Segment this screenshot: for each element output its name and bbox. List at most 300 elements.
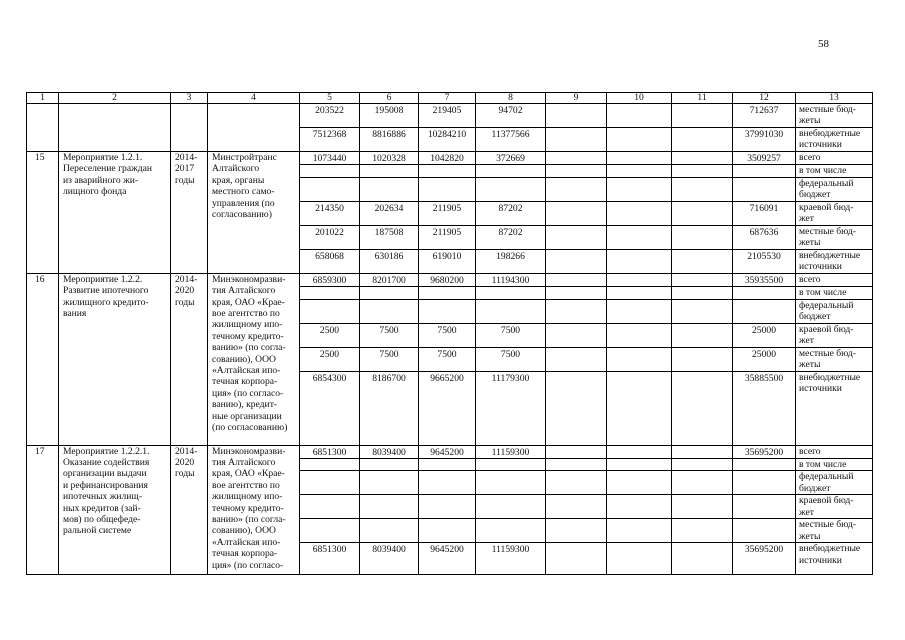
funding-source-line: в том числе xyxy=(799,165,847,177)
executor-line: вое агентство по xyxy=(212,308,280,320)
value-2019-cell xyxy=(607,128,672,152)
value-2017-cell: 11159300 xyxy=(476,445,546,458)
value-2017-cell: 11377566 xyxy=(476,128,546,152)
value-2016-cell: 9680200 xyxy=(419,273,476,286)
value-2020-cell xyxy=(672,371,733,445)
funding-source-line: всего xyxy=(799,445,821,457)
value-2020-cell xyxy=(672,225,733,249)
total-cell: 687636 xyxy=(733,225,796,249)
period-line: 2020 xyxy=(175,457,195,469)
value-2015-cell: 187508 xyxy=(360,225,419,249)
value-2016-cell xyxy=(419,459,476,471)
executor-line: согласованию) xyxy=(212,209,272,221)
funding-source-line: краевой бюд- xyxy=(799,201,854,213)
value-2018-cell xyxy=(546,152,607,165)
value-2019-cell xyxy=(607,299,672,323)
executor-line: течному кредито- xyxy=(212,330,284,342)
total-cell: 712637 xyxy=(733,104,796,128)
funding-source-cell xyxy=(796,152,873,165)
value-2014-cell: 201022 xyxy=(300,225,360,249)
funding-source-cell xyxy=(796,128,873,152)
executor-cell xyxy=(208,445,300,575)
executor-line: жилищному ипо- xyxy=(212,491,283,503)
funding-source-line: бюджет xyxy=(799,482,831,494)
measure-name-cell xyxy=(59,104,171,152)
value-2018-cell xyxy=(546,165,607,177)
value-2019-cell xyxy=(607,201,672,225)
value-2017-cell: 198266 xyxy=(476,249,546,273)
executor-line: «Алтайская ипо- xyxy=(212,536,281,548)
funding-source-line: жет xyxy=(799,335,814,347)
total-cell: 2105530 xyxy=(733,249,796,273)
value-2019-cell xyxy=(607,445,672,458)
value-2017-cell xyxy=(476,519,546,543)
total-cell: 37991030 xyxy=(733,128,796,152)
value-2017-cell: 11194300 xyxy=(476,273,546,286)
column-number-cell: 7 xyxy=(419,93,476,104)
value-2018-cell xyxy=(546,249,607,273)
value-2015-cell: 8201700 xyxy=(360,273,419,286)
value-2014-cell: 6851300 xyxy=(300,543,360,575)
funding-source-line: внебюджетные xyxy=(799,249,861,261)
funding-source-line: внебюджетные xyxy=(799,128,861,139)
value-2015-cell: 7500 xyxy=(360,347,419,371)
page-number: 58 xyxy=(818,38,829,50)
column-number-cell: 11 xyxy=(672,93,733,104)
funding-source-line: краевой бюд- xyxy=(799,495,854,507)
value-2020-cell xyxy=(672,471,733,495)
value-2020-cell xyxy=(672,347,733,371)
value-2018-cell xyxy=(546,177,607,201)
period-line: 2014- xyxy=(175,152,198,163)
executor-line: края, органы xyxy=(212,174,265,186)
funding-source-line: в том числе xyxy=(799,287,847,299)
column-number-cell: 13 xyxy=(796,93,873,104)
funding-source-line: источники xyxy=(799,261,842,273)
total-cell: 35935500 xyxy=(733,273,796,286)
value-2018-cell xyxy=(546,225,607,249)
executor-line: течная корпора- xyxy=(212,548,278,560)
executor-cell xyxy=(208,273,300,445)
value-2015-cell: 8039400 xyxy=(360,543,419,575)
row-number-cell: 15 xyxy=(27,152,59,274)
period-line: 2017 xyxy=(175,163,195,175)
row-number-cell: 17 xyxy=(27,445,59,575)
measure-name-cell xyxy=(59,152,171,274)
value-2016-cell: 7500 xyxy=(419,323,476,347)
funding-source-line: бюджет xyxy=(799,189,831,201)
column-number-cell: 2 xyxy=(59,93,171,104)
funding-source-line: федеральный xyxy=(799,177,854,189)
value-2014-cell: 658068 xyxy=(300,249,360,273)
value-2016-cell: 1042820 xyxy=(419,152,476,165)
value-2016-cell: 211905 xyxy=(419,225,476,249)
period-line: годы xyxy=(175,174,195,186)
value-2019-cell xyxy=(607,543,672,575)
value-2018-cell xyxy=(546,471,607,495)
measure-name-line: организации выдачи xyxy=(63,468,147,480)
executor-line: ванию), кредит- xyxy=(212,399,278,411)
measure-name-line: вания xyxy=(63,308,87,320)
funding-source-line: в том числе xyxy=(799,459,847,471)
funding-source-cell xyxy=(796,165,873,177)
value-2016-cell: 211905 xyxy=(419,201,476,225)
value-2014-cell: 203522 xyxy=(300,104,360,128)
value-2016-cell xyxy=(419,177,476,201)
funding-source-cell xyxy=(796,459,873,471)
value-2016-cell: 7500 xyxy=(419,347,476,371)
value-2014-cell xyxy=(300,287,360,299)
executor-cell xyxy=(208,104,300,152)
value-2017-cell: 94702 xyxy=(476,104,546,128)
value-2015-cell xyxy=(360,519,419,543)
value-2016-cell: 619010 xyxy=(419,249,476,273)
value-2019-cell xyxy=(607,104,672,128)
column-number-cell: 1 xyxy=(27,93,59,104)
executor-line: ванию» (по согла- xyxy=(212,514,286,526)
funding-source-cell xyxy=(796,299,873,323)
value-2017-cell: 87202 xyxy=(476,201,546,225)
value-2017-cell xyxy=(476,165,546,177)
column-number-row xyxy=(27,93,873,104)
period-cell xyxy=(171,273,208,445)
value-2016-cell: 219405 xyxy=(419,104,476,128)
value-2015-cell xyxy=(360,177,419,201)
value-2015-cell xyxy=(360,165,419,177)
value-2014-cell: 6854300 xyxy=(300,371,360,445)
value-2020-cell xyxy=(672,299,733,323)
period-cell xyxy=(171,445,208,575)
value-2018-cell xyxy=(546,287,607,299)
funding-source-line: жеты xyxy=(799,115,821,127)
value-2019-cell xyxy=(607,371,672,445)
measure-name-line: Мероприятие 1.2.2. xyxy=(63,273,143,285)
funding-source-line: федеральный xyxy=(799,471,854,483)
value-2019-cell xyxy=(607,471,672,495)
value-2014-cell xyxy=(300,165,360,177)
column-number-cell: 6 xyxy=(360,93,419,104)
value-2019-cell xyxy=(607,347,672,371)
total-cell: 25000 xyxy=(733,347,796,371)
executor-line: ция» (по согласо- xyxy=(212,387,284,399)
value-2020-cell xyxy=(672,287,733,299)
total-cell xyxy=(733,519,796,543)
value-2019-cell xyxy=(607,459,672,471)
funding-source-cell xyxy=(796,104,873,128)
funding-source-cell xyxy=(796,347,873,371)
measure-name-line: Мероприятие 1.2.1. xyxy=(63,152,143,163)
executor-line: тия Алтайского xyxy=(212,285,276,297)
value-2018-cell xyxy=(546,128,607,152)
value-2014-cell: 1073440 xyxy=(300,152,360,165)
period-line: годы xyxy=(175,296,195,308)
period-line: 2020 xyxy=(175,285,195,297)
funding-source-line: жеты xyxy=(799,530,821,542)
value-2018-cell xyxy=(546,495,607,519)
value-2018-cell xyxy=(546,299,607,323)
value-2016-cell xyxy=(419,299,476,323)
value-2018-cell xyxy=(546,104,607,128)
executor-line: ные организации xyxy=(212,410,282,422)
value-2020-cell xyxy=(672,128,733,152)
column-number-cell: 3 xyxy=(171,93,208,104)
executor-line: ванию» (по согла- xyxy=(212,342,286,354)
value-2019-cell xyxy=(607,323,672,347)
value-2017-cell xyxy=(476,459,546,471)
value-2019-cell xyxy=(607,177,672,201)
value-2018-cell xyxy=(546,445,607,458)
measure-name-cell xyxy=(59,273,171,445)
funding-source-line: жет xyxy=(799,213,814,225)
total-cell: 35885500 xyxy=(733,371,796,445)
value-2019-cell xyxy=(607,165,672,177)
total-cell xyxy=(733,471,796,495)
measure-name-line: ральной системе xyxy=(63,525,132,537)
value-2018-cell xyxy=(546,273,607,286)
funding-source-line: местные бюд- xyxy=(799,347,856,359)
executor-line: края, ОАО «Крае- xyxy=(212,468,285,480)
value-2016-cell xyxy=(419,495,476,519)
value-2020-cell xyxy=(672,445,733,458)
total-cell xyxy=(733,287,796,299)
executor-line: Минэкономразви- xyxy=(212,273,286,285)
value-2017-cell: 11159300 xyxy=(476,543,546,575)
value-2020-cell xyxy=(672,543,733,575)
table-row xyxy=(27,445,873,458)
value-2020-cell xyxy=(672,495,733,519)
funding-source-line: внебюджетные xyxy=(799,543,861,555)
value-2014-cell xyxy=(300,299,360,323)
measure-name-line: Переселение граждан xyxy=(63,163,152,175)
value-2015-cell: 195008 xyxy=(360,104,419,128)
funding-source-cell xyxy=(796,471,873,495)
value-2019-cell xyxy=(607,273,672,286)
value-2019-cell xyxy=(607,519,672,543)
value-2015-cell: 8816886 xyxy=(360,128,419,152)
value-2020-cell xyxy=(672,459,733,471)
value-2020-cell xyxy=(672,249,733,273)
executor-line: вое агентство по xyxy=(212,479,280,491)
value-2019-cell xyxy=(607,152,672,165)
executor-line: «Алтайская ипо- xyxy=(212,365,281,377)
total-cell: 35695200 xyxy=(733,445,796,458)
funding-source-cell xyxy=(796,225,873,249)
value-2020-cell xyxy=(672,177,733,201)
value-2018-cell xyxy=(546,347,607,371)
measure-name-line: лищного фонда xyxy=(63,186,127,198)
funding-source-line: источники xyxy=(799,383,842,395)
value-2017-cell: 7500 xyxy=(476,323,546,347)
value-2018-cell xyxy=(546,543,607,575)
table-row xyxy=(27,152,873,165)
measure-name-line: мов) по общефеде- xyxy=(63,514,141,526)
value-2018-cell xyxy=(546,519,607,543)
period-line: 2014- xyxy=(175,445,198,457)
measure-name-line: Развитие ипотечного xyxy=(63,285,149,297)
value-2017-cell xyxy=(476,177,546,201)
value-2020-cell xyxy=(672,519,733,543)
executor-line: жилищному ипо- xyxy=(212,319,283,331)
total-cell: 716091 xyxy=(733,201,796,225)
row-number-cell: 16 xyxy=(27,273,59,445)
measure-name-line: жилищного кредито- xyxy=(63,296,149,308)
value-2020-cell xyxy=(672,323,733,347)
value-2015-cell: 202634 xyxy=(360,201,419,225)
value-2017-cell: 87202 xyxy=(476,225,546,249)
funding-source-line: краевой бюд- xyxy=(799,323,854,335)
value-2015-cell xyxy=(360,299,419,323)
executor-line: сованию), ООО xyxy=(212,525,276,537)
funding-source-line: местные бюд- xyxy=(799,104,856,115)
column-number-cell: 4 xyxy=(208,93,300,104)
executor-line: течная корпора- xyxy=(212,376,278,388)
funding-source-cell xyxy=(796,249,873,273)
value-2018-cell xyxy=(546,371,607,445)
total-cell: 35695200 xyxy=(733,543,796,575)
executor-line: управления (по xyxy=(212,197,275,209)
value-2018-cell xyxy=(546,201,607,225)
total-cell xyxy=(733,459,796,471)
value-2015-cell: 630186 xyxy=(360,249,419,273)
value-2018-cell xyxy=(546,323,607,347)
value-2020-cell xyxy=(672,201,733,225)
executor-line: местного само- xyxy=(212,186,275,198)
row-number-cell xyxy=(27,104,59,152)
value-2017-cell xyxy=(476,299,546,323)
executor-line: (по согласованию) xyxy=(212,422,288,434)
measure-name-line: и рефинансирования xyxy=(63,479,148,491)
executor-line: Минэкономразви- xyxy=(212,445,286,457)
value-2017-cell xyxy=(476,471,546,495)
funding-source-line: внебюджетные xyxy=(799,371,861,383)
value-2014-cell: 2500 xyxy=(300,323,360,347)
value-2017-cell xyxy=(476,287,546,299)
funding-source-cell xyxy=(796,495,873,519)
table-row xyxy=(27,104,873,128)
period-line: 2014- xyxy=(175,273,198,285)
funding-source-cell xyxy=(796,371,873,445)
total-cell: 25000 xyxy=(733,323,796,347)
value-2019-cell xyxy=(607,249,672,273)
measure-name-line: Оказание содействия xyxy=(63,457,150,469)
value-2014-cell xyxy=(300,471,360,495)
value-2016-cell: 10284210 xyxy=(419,128,476,152)
value-2015-cell: 8186700 xyxy=(360,371,419,445)
funding-source-cell xyxy=(796,201,873,225)
funding-source-line: местные бюд- xyxy=(799,225,856,237)
measure-name-line: из аварийного жи- xyxy=(63,174,139,186)
value-2014-cell: 2500 xyxy=(300,347,360,371)
period-cell xyxy=(171,152,208,274)
funding-source-line: бюджет xyxy=(799,311,831,323)
value-2014-cell: 6859300 xyxy=(300,273,360,286)
executor-line: Алтайского xyxy=(212,163,260,175)
column-number-cell: 9 xyxy=(546,93,607,104)
value-2015-cell xyxy=(360,287,419,299)
budget-table xyxy=(26,92,873,575)
value-2019-cell xyxy=(607,225,672,249)
value-2014-cell xyxy=(300,459,360,471)
value-2020-cell xyxy=(672,165,733,177)
value-2014-cell: 214350 xyxy=(300,201,360,225)
total-cell xyxy=(733,165,796,177)
total-cell: 3509257 xyxy=(733,152,796,165)
value-2014-cell: 6851300 xyxy=(300,445,360,458)
period-cell xyxy=(171,104,208,152)
funding-source-line: жеты xyxy=(799,359,821,371)
column-number-cell: 8 xyxy=(476,93,546,104)
value-2017-cell: 372669 xyxy=(476,152,546,165)
funding-source-cell xyxy=(796,543,873,575)
executor-cell xyxy=(208,152,300,274)
executor-line: течному кредито- xyxy=(212,502,284,514)
measure-name-line: ных кредитов (зай- xyxy=(63,502,141,514)
value-2015-cell xyxy=(360,495,419,519)
value-2016-cell xyxy=(419,471,476,495)
value-2019-cell xyxy=(607,495,672,519)
value-2019-cell xyxy=(607,287,672,299)
value-2015-cell: 7500 xyxy=(360,323,419,347)
funding-source-cell xyxy=(796,445,873,458)
executor-line: сованию), ООО xyxy=(212,353,276,365)
value-2015-cell xyxy=(360,471,419,495)
funding-source-cell xyxy=(796,177,873,201)
executor-line: края, ОАО «Крае- xyxy=(212,296,285,308)
column-number-cell: 12 xyxy=(733,93,796,104)
funding-source-cell xyxy=(796,323,873,347)
value-2015-cell xyxy=(360,459,419,471)
funding-source-line: жеты xyxy=(799,237,821,249)
value-2016-cell: 9645200 xyxy=(419,543,476,575)
total-cell xyxy=(733,177,796,201)
funding-source-line: местные бюд- xyxy=(799,519,856,531)
value-2017-cell xyxy=(476,495,546,519)
value-2020-cell xyxy=(672,104,733,128)
value-2016-cell: 9645200 xyxy=(419,445,476,458)
column-number-cell: 5 xyxy=(300,93,360,104)
value-2015-cell: 8039400 xyxy=(360,445,419,458)
funding-source-cell xyxy=(796,519,873,543)
funding-source-line: всего xyxy=(799,152,821,163)
funding-source-line: жет xyxy=(799,506,814,518)
value-2014-cell xyxy=(300,519,360,543)
period-line: годы xyxy=(175,468,195,480)
funding-source-line: всего xyxy=(799,273,821,285)
measure-name-cell xyxy=(59,445,171,575)
total-cell xyxy=(733,495,796,519)
column-number-cell: 10 xyxy=(607,93,672,104)
value-2020-cell xyxy=(672,152,733,165)
funding-source-line: федеральный xyxy=(799,299,854,311)
table-row xyxy=(27,273,873,286)
funding-source-line: источники xyxy=(799,554,842,566)
value-2014-cell xyxy=(300,495,360,519)
executor-line: Минстройтранс xyxy=(212,152,277,163)
funding-source-line: источники xyxy=(799,139,842,151)
value-2020-cell xyxy=(672,273,733,286)
measure-name-line: Мероприятие 1.2.2.1. xyxy=(63,445,150,457)
value-2018-cell xyxy=(546,459,607,471)
executor-line: ция» (по согласо- xyxy=(212,559,284,571)
executor-line: тия Алтайского xyxy=(212,457,276,469)
value-2016-cell: 9665200 xyxy=(419,371,476,445)
total-cell xyxy=(733,299,796,323)
value-2014-cell: 7512368 xyxy=(300,128,360,152)
measure-name-line: ипотечных жилищ- xyxy=(63,491,143,503)
value-2016-cell xyxy=(419,287,476,299)
value-2016-cell xyxy=(419,519,476,543)
value-2017-cell: 7500 xyxy=(476,347,546,371)
